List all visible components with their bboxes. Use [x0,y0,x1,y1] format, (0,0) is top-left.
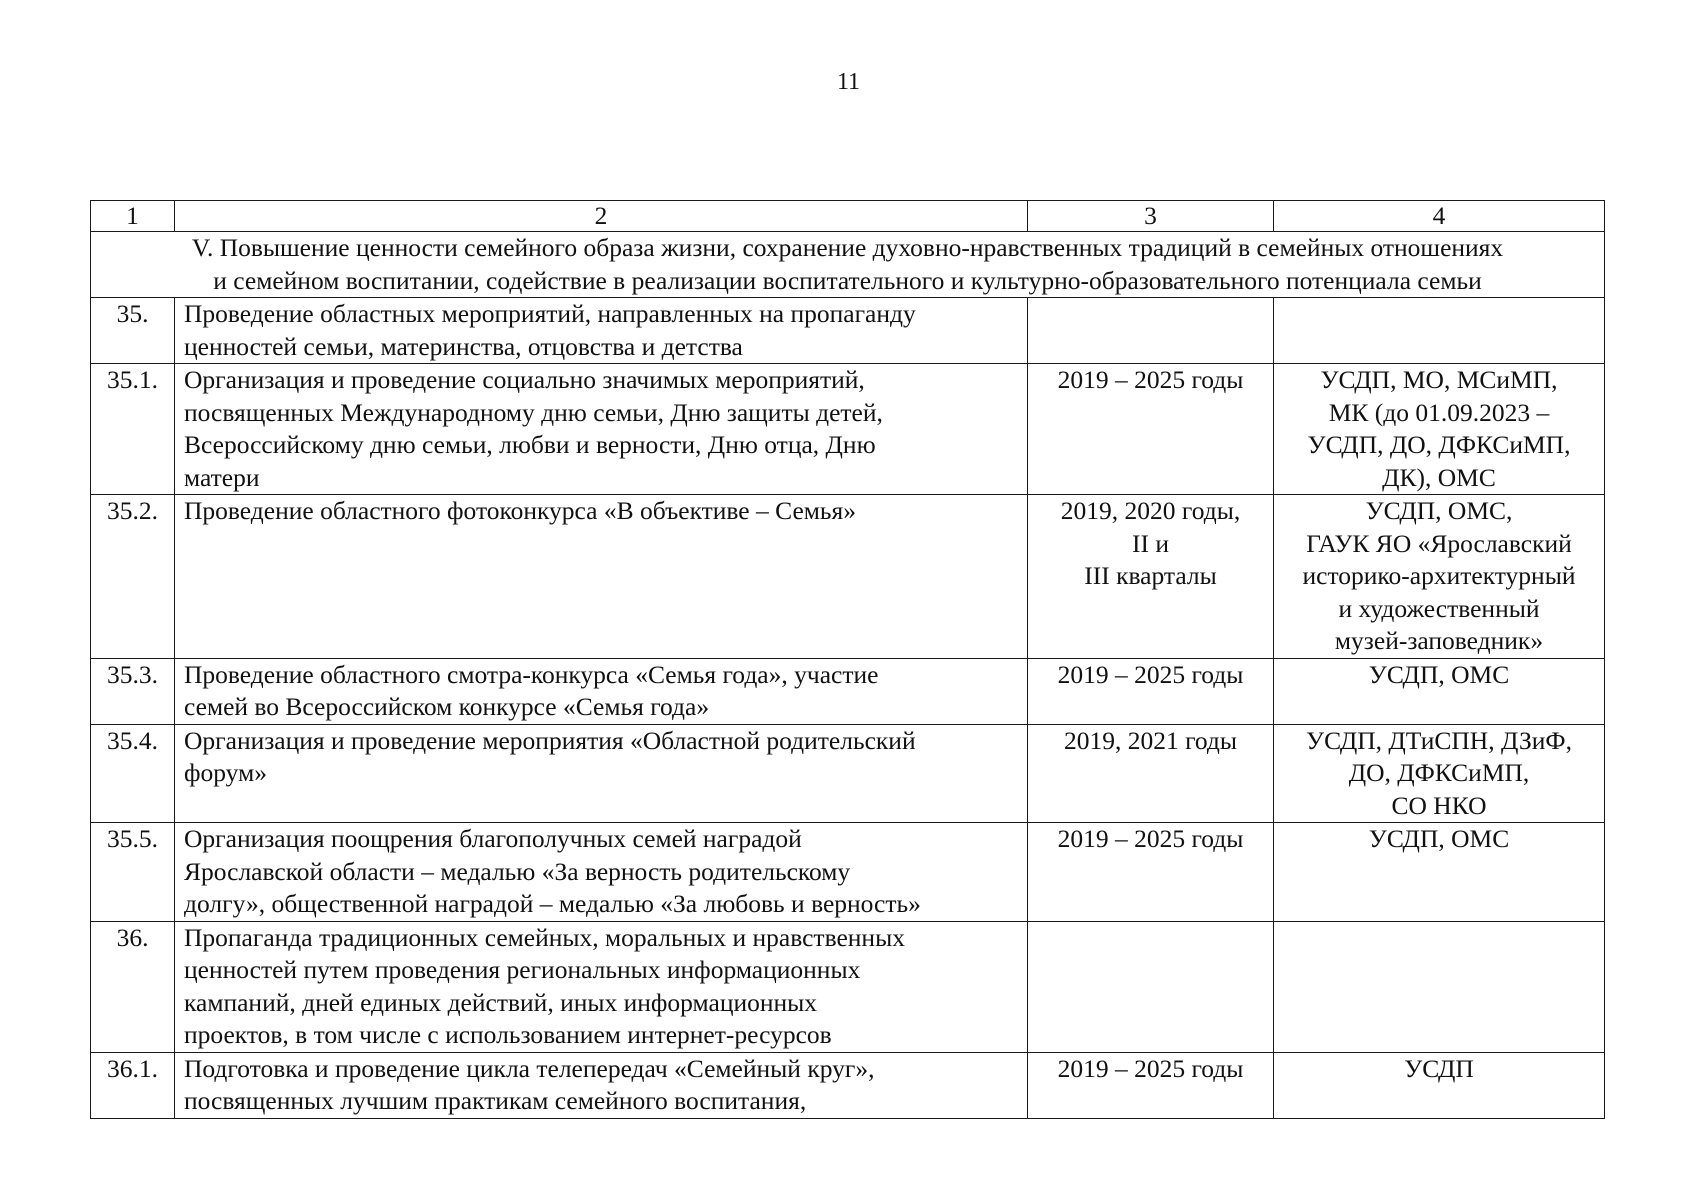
item-description-line: Пропаганда традиционных семейных, моральных и нравственных [184,922,905,952]
section-heading-line-1: V. Повышение ценности семейного образа жизни, сохранение духовно-нравственных традиций в семейных отношениях [191,233,1504,262]
section-heading-line-2: и семейном воспитании, содействие в реализации воспитательного и культурно-образовательного потенциала семьи [213,265,1482,295]
item-responsible [1274,823,1605,922]
item-responsible [1274,1052,1605,1118]
item-description-line: Проведение областного фотоконкурса «В объективе – Семья» [184,496,857,525]
item-description-line: посвященных Международному дню семьи, Дню защиты детей, [184,397,883,427]
table-row [91,724,1605,823]
item-responsible-line: УСДП [1404,1053,1474,1083]
item-description-line: долгу», общественной наградой – медалью «За любовь и верность» [184,889,921,918]
item-description-line: ценностей путем проведения региональных информационных [184,955,861,984]
item-description-line: форум» [184,758,267,787]
item-description-line: семей во Всероссийском конкурсе «Семья года» [184,692,710,721]
item-number: 35.4. [91,724,175,823]
item-responsible-line: УСДП, МО, МСиМП, [1320,365,1558,394]
column-number-4: 4 [1274,201,1605,232]
item-term [1028,1052,1274,1118]
item-term [1028,658,1274,724]
item-number: 36.1. [91,1052,175,1118]
item-description-line: проектов, в том числе с использованием интернет-ресурсов [184,1020,832,1049]
item-description-line: Всероссийскому дню семьи, любви и верности, Дню отца, Дню [184,430,876,459]
item-number: 35.5. [91,823,175,922]
item-number: 35.3. [91,658,175,724]
item-responsible [1274,724,1605,823]
item-description-line: Проведение областного смотра-конкурса «Семья года», участие [184,659,879,689]
item-responsible [1274,921,1605,1052]
item-term [1028,495,1274,659]
item-term-line: 2019 – 2025 годы [1057,824,1244,853]
table-row [91,1052,1605,1118]
item-description [175,921,1028,1052]
item-term [1028,364,1274,495]
item-responsible-line: МК (до 01.09.2023 – [1328,397,1550,427]
item-description [175,298,1028,364]
column-number-header-row [91,201,1605,232]
item-description-line: матери [184,462,260,492]
item-term [1028,921,1274,1052]
item-term-line: 2019, 2021 годы [1063,725,1238,755]
item-description [175,364,1028,495]
column-number-1: 1 [91,201,175,232]
table-row [91,298,1605,364]
page-number: 11 [836,69,861,95]
item-description [175,658,1028,724]
item-term [1028,823,1274,922]
item-number: 35.1. [91,364,175,495]
table-row [91,921,1605,1052]
item-responsible [1274,495,1605,659]
item-description [175,1052,1028,1118]
section-heading-row [91,232,1605,298]
item-description-line: ценностей семьи, материнства, отцовства и детства [184,331,743,361]
item-responsible-line: и художественный [1338,593,1540,623]
item-description [175,724,1028,823]
item-term-line: 2019 – 2025 годы [1057,659,1244,689]
item-responsible-line: историко-архитектурный [1302,561,1576,590]
column-number-2: 2 [175,201,1028,232]
item-responsible-line: ДО, ДФКСиМП, [1348,758,1530,787]
item-term-line: 2019 – 2025 годы [1057,1053,1244,1083]
section-heading [91,232,1605,298]
item-responsible-line: ДК), ОМС [1382,462,1496,492]
item-responsible-line: УСДП, ДТиСПН, ДЗиФ, [1306,725,1572,755]
item-responsible-line: УСДП, ОМС [1368,659,1510,689]
item-term-line: 2019 – 2025 годы [1057,365,1244,394]
item-responsible [1274,364,1605,495]
item-description-line: Организация и проведение мероприятия «Областной родительский [184,725,916,755]
item-number: 36. [91,921,175,1052]
item-responsible [1274,298,1605,364]
item-description-line: Ярославской области – медалью «За верность родительскому [184,856,851,886]
item-responsible-line: УСДП, ОМС, [1365,496,1513,525]
item-description-line: Проведение областных мероприятий, направленных на пропаганду [184,299,916,328]
item-description-line: посвященных лучшим практикам семейного воспитания, [184,1086,807,1115]
item-description-line: кампаний, дней единых действий, иных информационных [184,987,818,1017]
item-number: 35.2. [91,495,175,659]
item-number: 35. [91,298,175,364]
item-description-line: Организация поощрения благополучных семей наградой [184,824,802,853]
table-row [91,823,1605,922]
activities-table [90,200,1605,1119]
item-responsible-line: музей-заповедник» [1334,626,1544,655]
item-term-line: II и [1131,528,1169,558]
table-row [91,364,1605,495]
item-responsible-line: ГАУК ЯО «Ярославский [1306,528,1572,558]
item-description-line: Подготовка и проведение цикла телепередач «Семейный круг», [184,1053,875,1083]
column-number-3: 3 [1028,201,1274,232]
item-term-line: 2019, 2020 годы, [1060,496,1241,525]
item-description [175,495,1028,659]
table-row [91,495,1605,659]
item-responsible-line: УСДП, ОМС [1368,824,1510,853]
table-row [91,658,1605,724]
item-term-line: III кварталы [1084,561,1217,590]
item-description [175,823,1028,922]
item-responsible-line: СО НКО [1391,790,1487,820]
item-responsible-line: УСДП, ДО, ДФКСиМП, [1307,430,1571,459]
item-term [1028,298,1274,364]
item-responsible [1274,658,1605,724]
item-description-line: Организация и проведение социально значимых мероприятий, [184,365,865,394]
item-term [1028,724,1274,823]
